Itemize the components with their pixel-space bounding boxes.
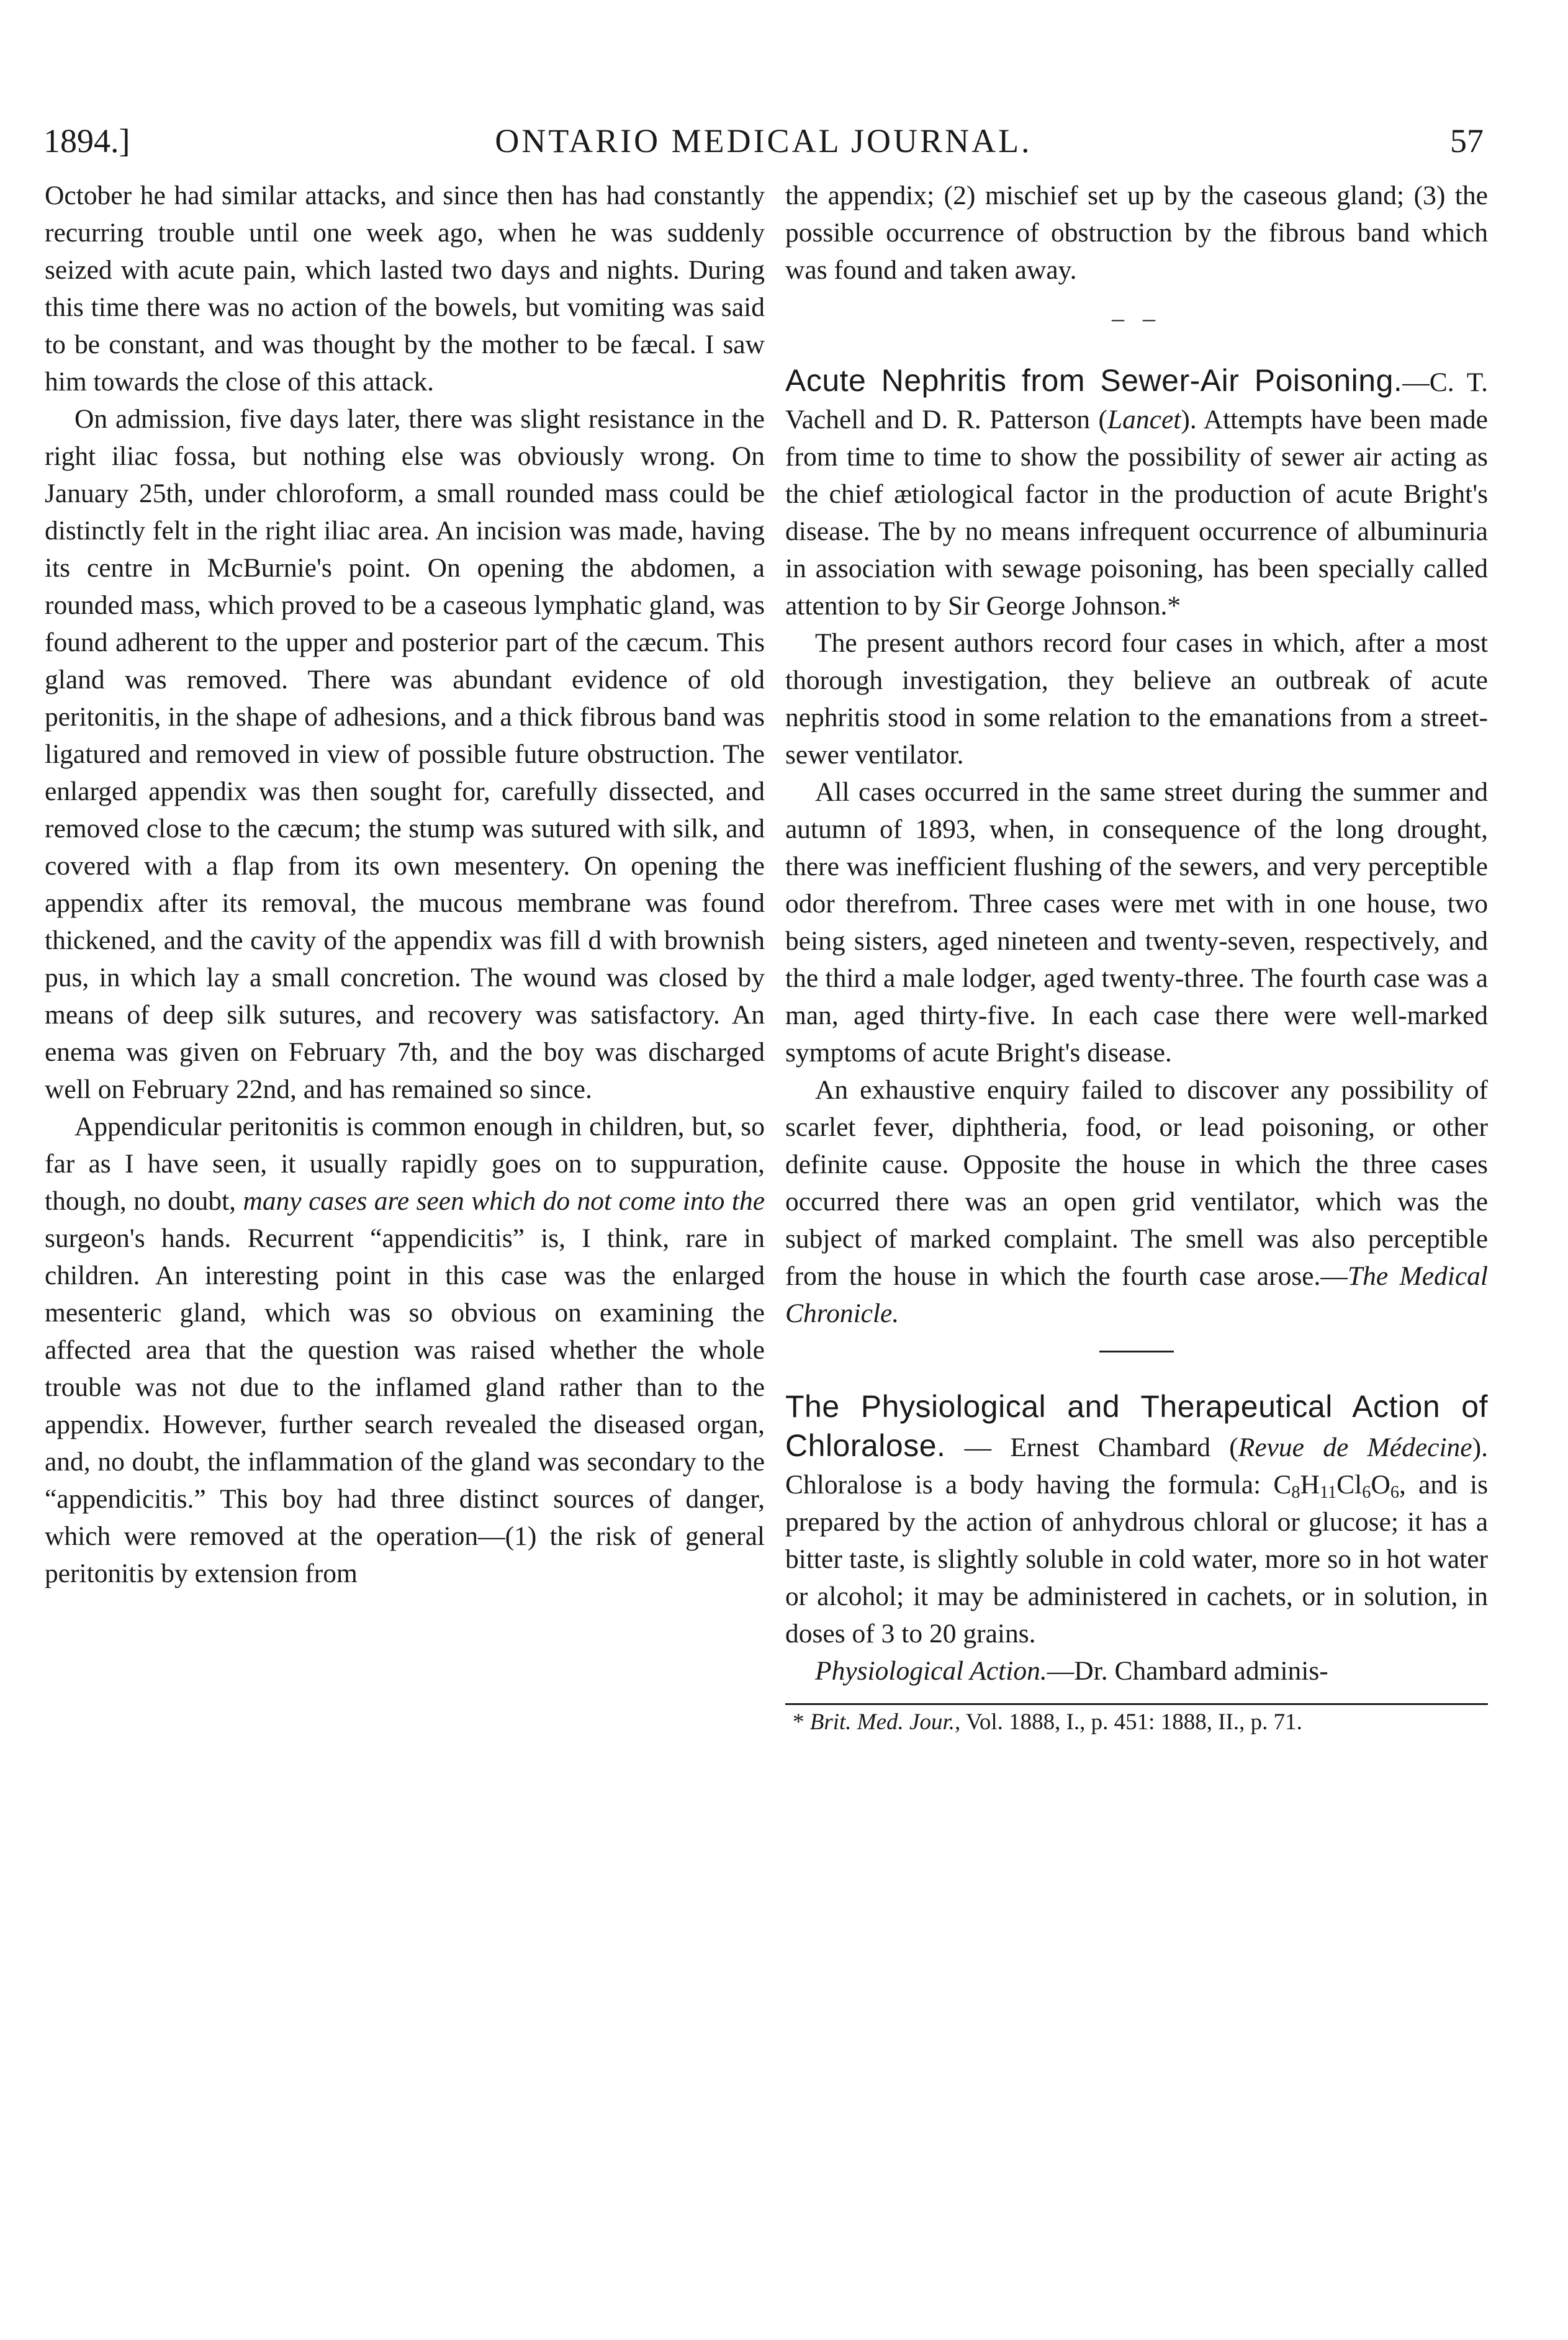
case-paragraph-1: October he had similar attacks, and since then has had constantly recurring trouble until one week ago, when he was suddenly seized with acute pain, which lasted two days and nights. During this time there was no action of the bowels, but vomiting was said to be constant, and was thought by the mother to be fæcal. I saw him towards the close of this attack.	[45, 181, 765, 397]
article-divider	[785, 1338, 1488, 1363]
footnote-mark: *	[793, 1709, 804, 1735]
paragraph-3-italic: many cases are seen which do not come into the	[243, 1186, 765, 1216]
formula-cl: Cl	[1336, 1470, 1363, 1500]
chloralose-text-after: and is prepared by the action of anhydrous chloral or glucose; it has a bitter taste, is slightly soluble in cold water, more so in hot water or alcohol; it may be administered in cachets, or in solution, in doses of 3 to 20 grains.	[785, 1470, 1489, 1649]
chemical-formula	[1273, 1470, 1399, 1503]
chloralose-intro: The Physiological and Therapeutical Action of Chloralose. — Ernest Chambard (Revue de Médecine). Chloralose is a body having the formula: $C_8H_{11}Cl_6O_6$, and is prepared by the action of anhydrous chloral or glucose; it has a bitter taste, is slightly soluble in cold water, more so in hot water or alcohol; it may be administered in cachets, or in solution, in doses of 3 to 20 grains.	[785, 1389, 1489, 1649]
nephritis-intro	[785, 362, 1488, 624]
nephritis-paragraph-3: All cases occurred in the same street during the summer and autumn of 1893, when, in consequence of the long drought, there was inefficient flushing of the sewers, and very perceptible odor therefrom. Three cases were met with in one house, two being sisters, aged nineteen and twenty-seven, respectively, and the third a male lodger, aged twenty-three. The fourth case was a man, aged thirty-five. In each case there were well-marked symptoms of acute Bright's disease.	[785, 777, 1488, 1068]
physiological-action-paragraph	[785, 1652, 1488, 1690]
paragraph-3-end: surgeon's hands. Recurrent “appendicitis” is, I think, rare in children. An interesting point in this case was the enlarged mesenteric gland, which was so obvious on examining the affected area that the question was raised whether the whole trouble was not due to the inflamed gland rather than to the appendix. However, further search revealed the diseased organ, and, no doubt, the inflammation of the gland was secondary to the “appendicitis.” This boy had three distinct sources of danger, which were removed at the operation—(1) the risk of general peritonitis by extension from	[45, 1223, 765, 1588]
case-paragraph-3	[45, 1108, 765, 1592]
case-paragraph-2: On admission, five days later, there was slight resistance in the right iliac fossa, but nothing else was obviously wrong. On January 25th, under chloroform, a small rounded mass could be distinctly felt in the right iliac area. An incision was made, having its centre in McBurnie's point. On opening the abdomen, a rounded mass, which proved to be a caseous lymphatic gland, was found adherent to the upper and posterior part of the cæcum. This gland was removed. There was abundant evidence of old peritonitis, in the shape of adhesions, and a thick fibrous band was ligatured and removed in view of possible future obstruction. The enlarged appendix was then sought for, carefully dissected, and removed close to the cæcum; the stump was sutured with silk, and covered with a flap from its own mesentery. On opening the appendix after its removal, the mucous membrane was found thickened, and the cavity of the appendix was fill d with brownish pus, in which lay a small concretion. The wound was closed by means of deep silk sutures, and recovery was satisfactory. An enema was given on February 7th, and the boy was discharged well on February 22nd, and has remained so since.	[45, 404, 765, 1104]
formula-h: H	[1300, 1470, 1320, 1500]
nephritis-credit: The Medical Chronicle.	[785, 1261, 1488, 1328]
chloralose-author: — Ernest Chambard (	[945, 1433, 1238, 1462]
section-separator: – –	[1112, 304, 1161, 332]
left-column	[45, 177, 765, 1592]
right-column	[785, 177, 1488, 1740]
footnote	[785, 1705, 1488, 1740]
nephritis-intro-text: Attempts have been made from time to time to show the possibility of sewer air acting as the chief ætiological factor in the production of acute Bright's disease. The by no means infrequent occurrence of albuminuria in association with sewage poisoning, has been specially called attention to by Sir George Johnson.*	[785, 405, 1488, 621]
formula-o: O	[1371, 1470, 1390, 1500]
formula-c-count: 8	[1291, 1483, 1300, 1503]
chloralose-author-close: ).	[1472, 1433, 1488, 1462]
formula-cl-count: 6	[1362, 1483, 1371, 1503]
nephritis-authors-close: ).	[1181, 405, 1197, 434]
physiological-action-subhead: Physiological Action.	[815, 1656, 1047, 1686]
physiological-action-text: —Dr. Chambard adminis-	[1047, 1656, 1328, 1686]
chloralose-title: The Physiological and Therapeutical Action of Chloralose.	[785, 1389, 1488, 1463]
paragraph-3-start: Appendicular peritonitis is common enough in children, but, so far as I have seen, it usually rapidly goes on to suppuration, though, no doubt,	[45, 1112, 765, 1216]
continuation-paragraph: the appendix; (2) mischief set up by the caseous gland; (3) the possible occurrence of obstruction by the fibrous band which was found and taken away.	[785, 181, 1488, 285]
nephritis-paragraph-2: The present authors record four cases in which, after a most thorough investigation, they believe an outbreak of acute nephritis stood in some relation to the emanations from a street-sewer ventilator.	[785, 628, 1488, 770]
footnote-source: Brit. Med. Jour.,	[809, 1709, 961, 1735]
journal-title: ONTARIO MEDICAL JOURNAL.	[495, 122, 1032, 160]
page-header	[43, 122, 1484, 165]
nephritis-paragraph-4	[785, 1071, 1488, 1332]
formula-o-count: 6	[1390, 1483, 1399, 1503]
footnote-text: Vol. 1888, I., p. 451: 1888, II., p. 71.	[965, 1709, 1302, 1735]
article-divider-rule	[1099, 1351, 1174, 1352]
formula-c: C	[1273, 1470, 1292, 1500]
nephritis-paragraph-4-text: An exhaustive enquiry failed to discover any possibility of scarlet fever, diphtheria, food, or lead poisoning, or other definite cause. Opposite the house in which the three cases occurred there was an open grid ventilator, which was the subject of marked complaint. The smell was also perceptible from the house in which the fourth case arose.—	[785, 1075, 1488, 1291]
chloralose-source: Revue de Médecine	[1238, 1433, 1472, 1462]
nephritis-source: Lancet	[1107, 405, 1181, 434]
nephritis-title: Acute Nephritis from Sewer-Air Poisoning.	[785, 363, 1403, 398]
page-number: 57	[1450, 122, 1484, 160]
nephritis-authors: —C. T. Vachell and D. R. Patterson (	[785, 367, 1488, 434]
formula-h-count: 11	[1319, 1483, 1337, 1503]
header-year: 1894.]	[43, 122, 130, 160]
chloralose-text-before: Chloralose is a body having the formula:	[785, 1470, 1261, 1500]
